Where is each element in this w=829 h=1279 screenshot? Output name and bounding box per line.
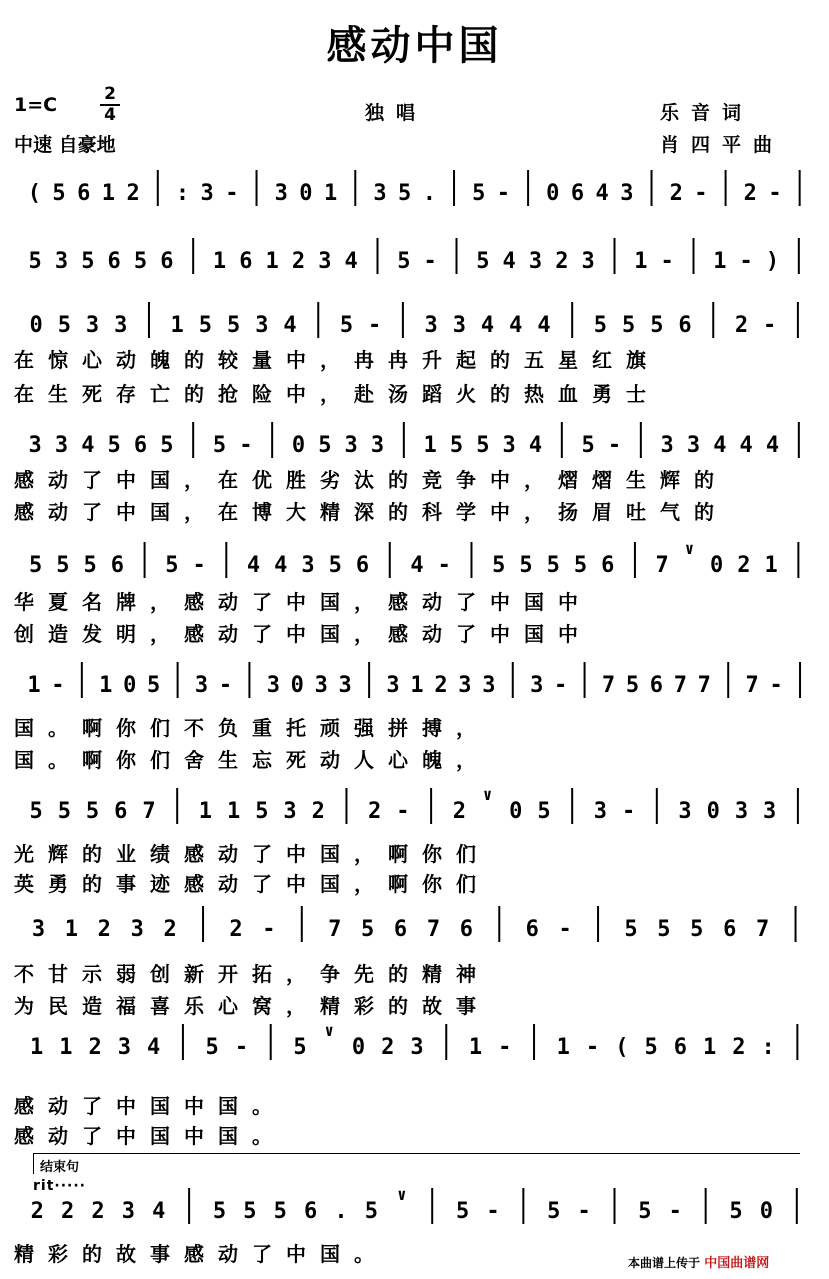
note-glyph: 3 [54, 433, 69, 458]
note-glyph: 5 [28, 553, 43, 578]
note-glyph: 2 [88, 1035, 102, 1060]
notation-svg [14, 780, 814, 840]
note-glyph: : [761, 1035, 775, 1060]
note-glyph: - [554, 673, 568, 698]
note-glyph: 4 [739, 433, 753, 458]
note-glyph: 7 [697, 673, 711, 698]
note-glyph: 4 [502, 249, 516, 274]
note-glyph: 1 [226, 799, 241, 824]
note-glyph: 3 [502, 433, 516, 458]
note-glyph: . [422, 181, 436, 206]
note-glyph: 6 [107, 249, 121, 274]
note-glyph: 7 [142, 799, 156, 824]
lyric-line: 在惊心动魄的较量中，冉冉升起的五星红旗 [14, 348, 660, 372]
note-glyph: 6 [160, 249, 174, 274]
note-glyph: 2 [555, 249, 569, 274]
note-glyph: 0 [123, 673, 137, 698]
note-glyph: 4 [274, 553, 288, 578]
note-glyph: 2 [732, 1035, 746, 1060]
note-glyph: - [668, 1199, 682, 1224]
note-glyph: 3 [678, 799, 692, 824]
note-glyph: 1 [64, 917, 78, 942]
note-glyph: - [763, 313, 777, 338]
note-glyph: 5 [255, 799, 269, 824]
lyric-line: 华夏名牌，感动了中国，感动了中国中 [14, 590, 592, 614]
notation-svg [14, 654, 814, 714]
note-glyph: 2 [291, 249, 306, 274]
note-glyph: 3 [266, 673, 280, 698]
lyric-line: 创造发明，感动了中国，感动了中国中 [14, 622, 592, 646]
lyric-line: 为民造福喜乐心窝，精彩的故事 [14, 994, 490, 1018]
note-glyph: 5 [212, 1199, 227, 1224]
note-glyph: 5 [492, 553, 506, 578]
note-glyph: 3 [283, 799, 297, 824]
lyric-line: 在生死存亡的抢险中，赴汤蹈火的热血勇士 [14, 382, 660, 406]
note-glyph: 7 [328, 917, 342, 942]
note-glyph: 5 [57, 799, 71, 824]
note-glyph: 0 [291, 433, 306, 458]
tempo-marking: 中速 自豪地 [14, 134, 116, 156]
note-glyph: 2 [734, 313, 749, 338]
note-glyph: 3 [686, 433, 701, 458]
time-numerator: 2 [104, 84, 116, 104]
note-glyph: ) [765, 249, 780, 274]
note-glyph: 4 [147, 1035, 161, 1060]
note-glyph: 5 [226, 313, 241, 338]
note-glyph: 5 [133, 249, 148, 274]
note-glyph: 5 [147, 673, 161, 698]
note-glyph: - [585, 1035, 600, 1060]
note-glyph: 4 [81, 433, 95, 458]
note-glyph: 5 [472, 181, 486, 206]
breath-mark: ∨ [396, 1185, 407, 1204]
note-glyph: 5 [593, 313, 608, 338]
note-glyph: 5 [455, 1199, 470, 1224]
note-glyph: 5 [273, 1199, 287, 1224]
note-glyph: - [225, 181, 239, 206]
note-glyph: - [192, 553, 206, 578]
note-glyph: 3 [344, 433, 358, 458]
notation-svg [14, 162, 814, 222]
note-glyph: ( [27, 181, 41, 206]
note-glyph: - [423, 249, 437, 274]
performance-mode: 独唱 [365, 102, 428, 124]
note-glyph: 5 [397, 249, 411, 274]
note-glyph: 5 [621, 313, 636, 338]
breath-mark: ∨ [482, 785, 493, 804]
note-glyph: 7 [601, 673, 616, 698]
note-glyph: 6 [649, 673, 664, 698]
note-glyph: 2 [30, 1199, 44, 1224]
lyric-line: 感动了中国中国。 [14, 1124, 286, 1148]
note-glyph: 3 [28, 433, 42, 458]
note-glyph: 3 [301, 553, 315, 578]
note-glyph: 1 [265, 249, 279, 274]
staff-row-7 [14, 780, 814, 840]
note-glyph: 1 [99, 673, 113, 698]
lyric-line: 英勇的事迹感动了中国，啊你们 [14, 872, 490, 896]
note-glyph: - [768, 181, 782, 206]
note-glyph: 4 [480, 313, 495, 338]
ending-label: 结束句 [40, 1160, 80, 1175]
note-glyph: 3 [314, 673, 328, 698]
note-glyph: 5 [107, 433, 121, 458]
note-glyph: 3 [452, 313, 466, 338]
note-glyph: 5 [546, 553, 560, 578]
note-glyph: 5 [160, 433, 174, 458]
note-glyph: 1 [410, 673, 424, 698]
note-glyph: 3 [530, 673, 544, 698]
note-glyph: 5 [318, 433, 332, 458]
note-glyph: 5 [657, 917, 671, 942]
note-glyph: 3 [200, 181, 214, 206]
note-glyph: 0 [706, 799, 720, 824]
note-glyph: 2 [97, 917, 111, 942]
note-glyph: - [437, 553, 451, 578]
note-glyph: 4 [595, 181, 609, 206]
note-glyph: - [239, 433, 253, 458]
note-glyph: 2 [381, 1035, 395, 1060]
note-glyph: 5 [85, 799, 100, 824]
note-glyph: 2 [368, 799, 382, 824]
note-glyph: 4 [410, 553, 424, 578]
note-glyph: 3 [386, 673, 400, 698]
lyric-line: 国。啊你们舍生忘死动人心魄， [14, 748, 490, 772]
note-glyph: 3 [660, 433, 674, 458]
note-glyph: - [558, 917, 572, 942]
note-glyph: 5 [449, 433, 464, 458]
note-glyph: 2 [229, 917, 243, 942]
note-glyph: 3 [458, 673, 472, 698]
note-glyph: 3 [620, 181, 634, 206]
note-glyph: 6 [601, 553, 615, 578]
note-glyph: 7 [745, 673, 759, 698]
note-glyph: 4 [509, 313, 523, 338]
note-glyph: 6 [239, 249, 253, 274]
note-glyph: 1 [59, 1035, 73, 1060]
note-glyph: 5 [519, 553, 533, 578]
lyric-line: 精彩的故事感动了中国。 [14, 1242, 388, 1266]
note-glyph: 2 [126, 181, 140, 206]
note-glyph: 1 [27, 673, 41, 698]
notation-svg [14, 1180, 814, 1240]
note-glyph: - [51, 673, 65, 698]
breath-mark: ∨ [324, 1021, 335, 1040]
note-glyph: 1 [702, 1035, 717, 1060]
ritardando-marking: rit····· [33, 1178, 86, 1194]
note-glyph: 6 [673, 1035, 687, 1060]
lyricist-credit: 乐音词 [660, 102, 754, 124]
note-glyph: 6 [77, 181, 91, 206]
note-glyph: 4 [246, 553, 261, 578]
note-glyph: 1 [170, 313, 184, 338]
note-glyph: 3 [318, 249, 332, 274]
note-glyph: - [496, 181, 511, 206]
note-glyph: 5 [52, 181, 66, 206]
source-footer [628, 1252, 769, 1271]
note-glyph: 5 [328, 553, 342, 578]
note-glyph: 6 [525, 917, 539, 942]
note-glyph: 2 [743, 181, 757, 206]
note-glyph: 5 [205, 1035, 219, 1060]
note-glyph: 2 [311, 799, 325, 824]
note-glyph: 1 [101, 181, 116, 206]
note-glyph: 6 [114, 799, 128, 824]
time-denominator: 4 [104, 105, 116, 125]
notation-svg [14, 898, 814, 958]
note-glyph: 5 [81, 249, 95, 274]
note-glyph: 3 [373, 181, 387, 206]
note-glyph: ( [615, 1035, 629, 1060]
note-glyph: 5 [644, 1035, 658, 1060]
note-glyph: 6 [459, 917, 473, 942]
time-signature [100, 86, 120, 124]
note-glyph: 1 [634, 249, 648, 274]
note-glyph: 3 [338, 673, 352, 698]
ending-box [33, 1153, 800, 1174]
note-glyph: 5 [476, 433, 490, 458]
note-glyph: 5 [638, 1199, 652, 1224]
note-glyph: 1 [468, 1035, 483, 1060]
lyric-line: 感动了中国，在优胜劣汰的竞争中，熠熠生辉的 [14, 468, 728, 492]
note-glyph: - [234, 1035, 249, 1060]
note-glyph: - [498, 1035, 512, 1060]
note-glyph: 5 [398, 181, 412, 206]
note-glyph: 5 [165, 553, 179, 578]
note-glyph: 5 [581, 433, 595, 458]
note-glyph: 3 [763, 799, 777, 824]
lyric-line: 国。啊你们不负重托顽强拼搏， [14, 716, 490, 740]
note-glyph: 5 [537, 799, 551, 824]
note-glyph: 3 [734, 799, 749, 824]
notation-svg [14, 534, 814, 594]
note-glyph: 3 [54, 249, 69, 274]
note-glyph: 1 [764, 553, 778, 578]
note-glyph: 3 [581, 249, 595, 274]
note-glyph: 7 [655, 553, 669, 578]
note-glyph: 5 [364, 1199, 379, 1224]
note-glyph: - [607, 433, 622, 458]
note-glyph: 2 [91, 1199, 105, 1224]
note-glyph: 3 [114, 313, 128, 338]
note-glyph: - [694, 181, 708, 206]
note-glyph: 5 [83, 553, 97, 578]
note-glyph: 0 [351, 1035, 366, 1060]
note-glyph: 3 [370, 433, 385, 458]
note-glyph: 5 [56, 553, 70, 578]
note-glyph: - [621, 799, 636, 824]
note-glyph: 4 [344, 249, 358, 274]
note-glyph: 5 [361, 917, 375, 942]
staff-row-6 [14, 654, 814, 714]
note-glyph: 0 [509, 799, 523, 824]
note-glyph: 1 [30, 1035, 44, 1060]
staff-row-9 [14, 1016, 814, 1076]
note-glyph: 1 [323, 181, 338, 206]
note-glyph: 5 [476, 249, 490, 274]
note-glyph: - [739, 249, 753, 274]
note-glyph: 1 [423, 433, 437, 458]
composer-credit: 肖四平曲 [660, 134, 785, 156]
note-glyph: 7 [426, 917, 441, 942]
lyric-line: 感动了中国中国。 [14, 1094, 286, 1118]
note-glyph: 4 [713, 433, 727, 458]
note-glyph: 6 [570, 181, 585, 206]
note-glyph: 3 [121, 1199, 135, 1224]
note-glyph: - [660, 249, 674, 274]
note-glyph: 2 [737, 553, 751, 578]
note-glyph: 3 [31, 917, 46, 942]
note-glyph: - [769, 673, 783, 698]
note-glyph: 2 [60, 1199, 75, 1224]
note-glyph: 3 [255, 313, 269, 338]
note-glyph: 2 [434, 673, 448, 698]
staff-row-8 [14, 898, 814, 958]
note-glyph: 0 [29, 313, 43, 338]
note-glyph: 1 [713, 249, 727, 274]
note-glyph: 4 [152, 1199, 166, 1224]
note-glyph: 3 [130, 917, 144, 942]
staff-row-1 [14, 162, 814, 222]
note-glyph: - [218, 673, 233, 698]
breath-mark: ∨ [684, 539, 695, 558]
note-glyph: 5 [57, 313, 71, 338]
note-glyph: 5 [573, 553, 588, 578]
note-glyph: 3 [410, 1035, 424, 1060]
staff-row-5 [14, 534, 814, 594]
note-glyph: . [334, 1199, 348, 1224]
note-glyph: 6 [355, 553, 370, 578]
note-glyph: 5 [729, 1199, 743, 1224]
note-glyph: 6 [110, 553, 124, 578]
note-glyph: 3 [194, 673, 209, 698]
note-glyph: 5 [29, 799, 43, 824]
notation-svg [14, 230, 814, 290]
note-glyph: 1 [212, 249, 227, 274]
song-title: 感动中国 [326, 22, 503, 69]
note-glyph: 5 [293, 1035, 307, 1060]
note-glyph: 5 [650, 313, 664, 338]
note-glyph: 4 [765, 433, 780, 458]
note-glyph: 5 [690, 917, 704, 942]
note-glyph: 5 [547, 1199, 561, 1224]
note-glyph: - [368, 313, 382, 338]
staff-row-10 [14, 1180, 814, 1240]
note-glyph: 4 [528, 433, 543, 458]
lyric-line: 光辉的业绩感动了中国，啊你们 [14, 842, 490, 866]
note-glyph: 5 [624, 917, 638, 942]
note-glyph: 3 [593, 799, 608, 824]
note-glyph: 2 [452, 799, 466, 824]
note-glyph: 6 [723, 917, 737, 942]
note-glyph: - [396, 799, 410, 824]
note-glyph: 0 [710, 553, 724, 578]
note-glyph: 3 [274, 181, 288, 206]
note-glyph: : [175, 181, 190, 206]
footer-text: 本曲谱上传于 [628, 1256, 701, 1270]
staff-row-2 [14, 230, 814, 290]
key-signature: 1=C [14, 94, 58, 116]
lyric-line: 不甘示弱创新开拓，争先的精神 [14, 962, 490, 986]
note-glyph: 7 [673, 673, 687, 698]
note-glyph: 3 [424, 313, 438, 338]
lyric-line: 感动了中国，在博大精深的科学中，扬眉吐气的 [14, 500, 728, 524]
note-glyph: 3 [482, 673, 496, 698]
note-glyph: 0 [290, 673, 304, 698]
note-glyph: 1 [198, 799, 213, 824]
note-glyph: 0 [299, 181, 313, 206]
note-glyph: 2 [163, 917, 177, 942]
note-glyph: 6 [393, 917, 408, 942]
note-glyph: 3 [85, 313, 100, 338]
note-glyph: 2 [669, 181, 683, 206]
note-glyph: 3 [528, 249, 543, 274]
note-glyph: 0 [546, 181, 560, 206]
note-glyph: 1 [556, 1035, 570, 1060]
note-glyph: 4 [537, 313, 551, 338]
note-glyph: 3 [117, 1035, 132, 1060]
note-glyph: - [262, 917, 276, 942]
notation-svg [14, 1016, 814, 1076]
note-glyph: 5 [625, 673, 640, 698]
note-glyph: 0 [759, 1199, 774, 1224]
note-glyph: 5 [28, 249, 42, 274]
note-glyph: 5 [339, 313, 354, 338]
note-glyph: - [486, 1199, 500, 1224]
note-glyph: 5 [198, 313, 213, 338]
note-glyph: 6 [678, 313, 692, 338]
note-glyph: 5 [212, 433, 227, 458]
note-glyph: 7 [756, 917, 770, 942]
note-glyph: 6 [133, 433, 148, 458]
note-glyph: 5 [243, 1199, 257, 1224]
note-glyph: 6 [304, 1199, 318, 1224]
note-glyph: 4 [283, 313, 297, 338]
site-logo: 中国曲谱网 [704, 1256, 770, 1271]
note-glyph: - [577, 1199, 591, 1224]
